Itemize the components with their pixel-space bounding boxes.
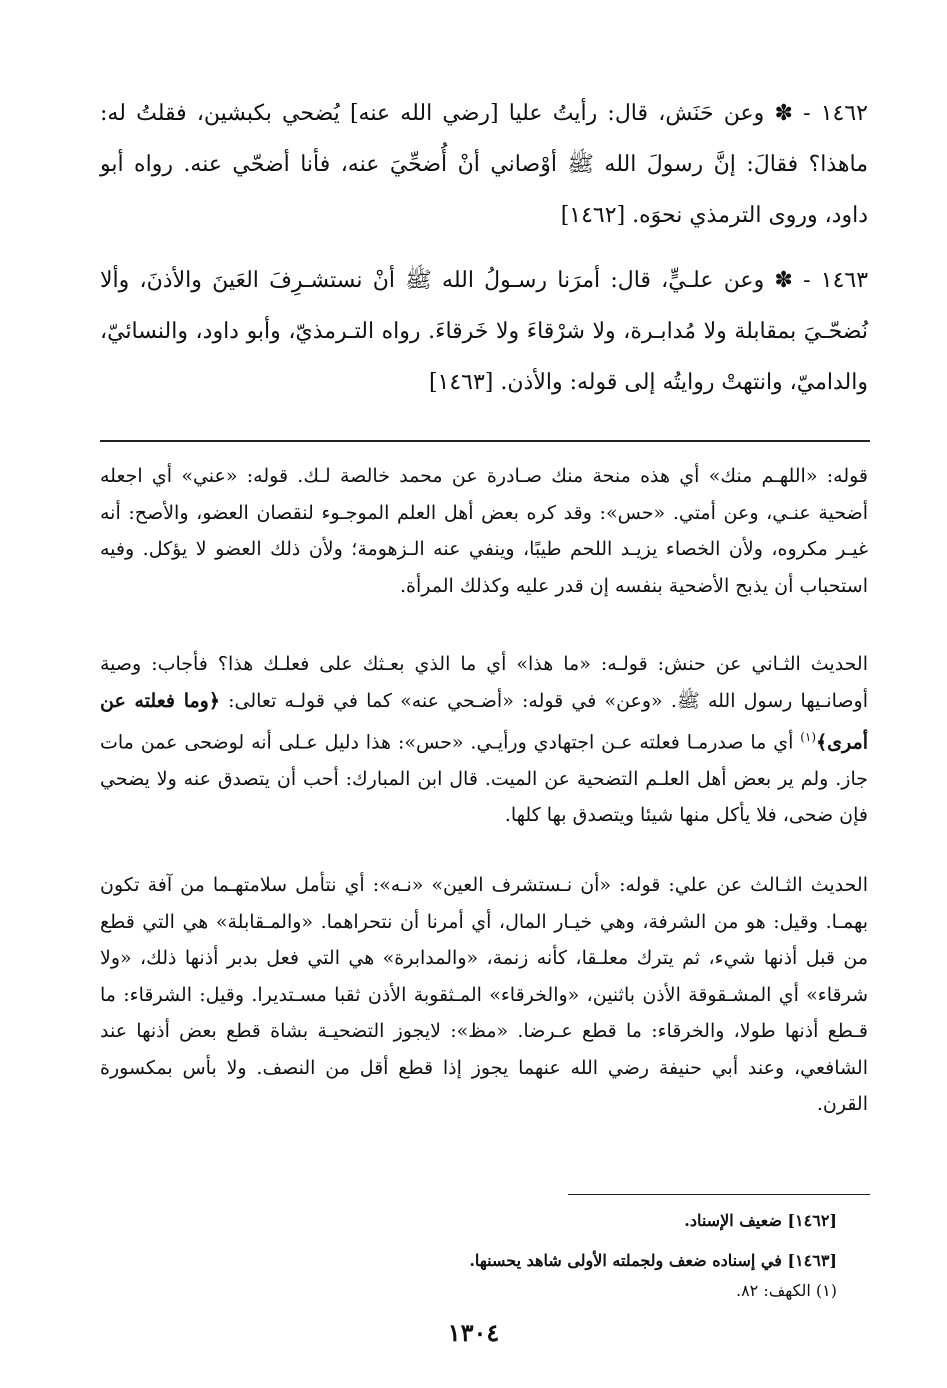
footnote-1463: [١٤٦٣] في إسناده ضعف ولجملته الأولى شاهد يحسنها. xyxy=(469,1251,837,1270)
hadith-1462: ١٤٦٢ - ✽ وعن حَنَش، قال: رأيتُ عليا [رضي الله عنه] يُضحي بكبشين، فقلتُ له: ماهذا؟ فقالَ: إنَّ رسولَ الله ﷺ أوْصاني أنْ أُضحِّيَ عنه، فأنا أضحّي عنه. رواه أبو داود، وروى الترمذي نحوَه. [١٤٦٢] xyxy=(100,101,868,228)
footnote-1462: [١٤٦٢] ضعيف الإسناد. xyxy=(684,1211,837,1230)
page-number: ١٣٠٤ xyxy=(447,1318,500,1347)
commentary-paragraph-2 xyxy=(100,646,868,834)
hadith-1463: ١٤٦٣ - ✽ وعن علـيٍّ، قال: أمرَنا رسـولُ الله ﷺ أنْ نستشـرِفَ العَينَ والأذنَ، وألا نُضحّـيَ بمقابلة ولا مُدابـرة، ولا شرْقاءَ ولا خَرقاءَ. رواه التـرمذيّ، وأبو داود، والنسائيّ، والداميّ، وانتهتْ روايتُه إلى قوله: والأذن. [١٤٦٣] xyxy=(100,268,869,395)
footnote-reference: (١) xyxy=(800,730,817,744)
quran-quote: ﴿وما فعلته عن أمرى﴾ xyxy=(100,689,868,754)
commentary-paragraph-2-text-a: الحديث الثـاني عن حنش: قولـه: «ما هذا» أي ما الذي بعـثك على فعلـك هذا؟ فأجاب: وصية أوصانـيها رسول الله ﷺ. «وعن» في قوله: «أضـحي عنه» كما في قولـه تعالى: xyxy=(100,653,868,712)
main-separator-rule xyxy=(100,440,870,442)
footnote-1: (١) الكهف: ٨٢. xyxy=(735,1281,837,1300)
commentary-paragraph-2-text-b: أي ما صدرمـا فعلته عـن اجتهادي ورأيـي. «حس»: هذا دليل عـلى أنه لوضحى عمن مات جاز. ولم ير بعض أهل العلـم التضحية عن الميت. قال ابن المبارك: أحب أن يتصدق عنه ولا يضحي فإن ضحى، فلا يأكل منها شيئا ويتصدق بها كلها. xyxy=(100,731,868,827)
commentary-paragraph-3: الحديث الثـالث عن علي: قوله: «أن نـستشرف العين» «نـه»: أي نتأمل سلامتهـما من آفة تكون بهمـا. وقيل: هو من الشرفة، وهي خيـار المال، أي أمرنا أن نتحراهما. «والمـقابلة» هي التي قطع من قبل أذنها شيء، ثم يترك معلـقا، كأنه زنمة، «والمدابرة» هي التي فعل بدبر أذنها ذلك، «ولا شرقاء» أي المشـقوقة الأذن باثنين، «والخرقاء» المـثقوبة الأذن ثقبا مسـتديرا. وقيل: الشرقاء: ما قـطع أذنها طولا، والخرقاء: ما قطع عـرضا. «مظ»: لايجوز التضحيـة بشاة قطع بعض أذنها عند الشافعي، وعند أبي حنيفة رضي الله عنهما يجوز إذا قطع أقل من النصف. ولا بأس بمكسورة القرن. xyxy=(100,874,868,1115)
footnote-separator-rule xyxy=(568,1194,870,1195)
commentary-paragraph-1: قوله: «اللهـم منك» أي هذه منحة منك صـادرة عن محمد خالصة لـك. قوله: «عني» أي اجعله أضحية عنـي، وعن أمتي. «حس»: وقد كره بعض أهل العلم الموجـوء لنقصان العضو، والأصح: أنه غيـر مكروه، ولأن الخصاء يزيـد اللحم طيبًا، وينفي عنه الـزهومة؛ ولأن ذلك العضو لا يؤكل. وفيه استحباب أن يذبح الأضحية بنفسه إن قدر عليه وكذلك المرأة. xyxy=(100,465,868,597)
footnotes xyxy=(137,1206,837,1306)
